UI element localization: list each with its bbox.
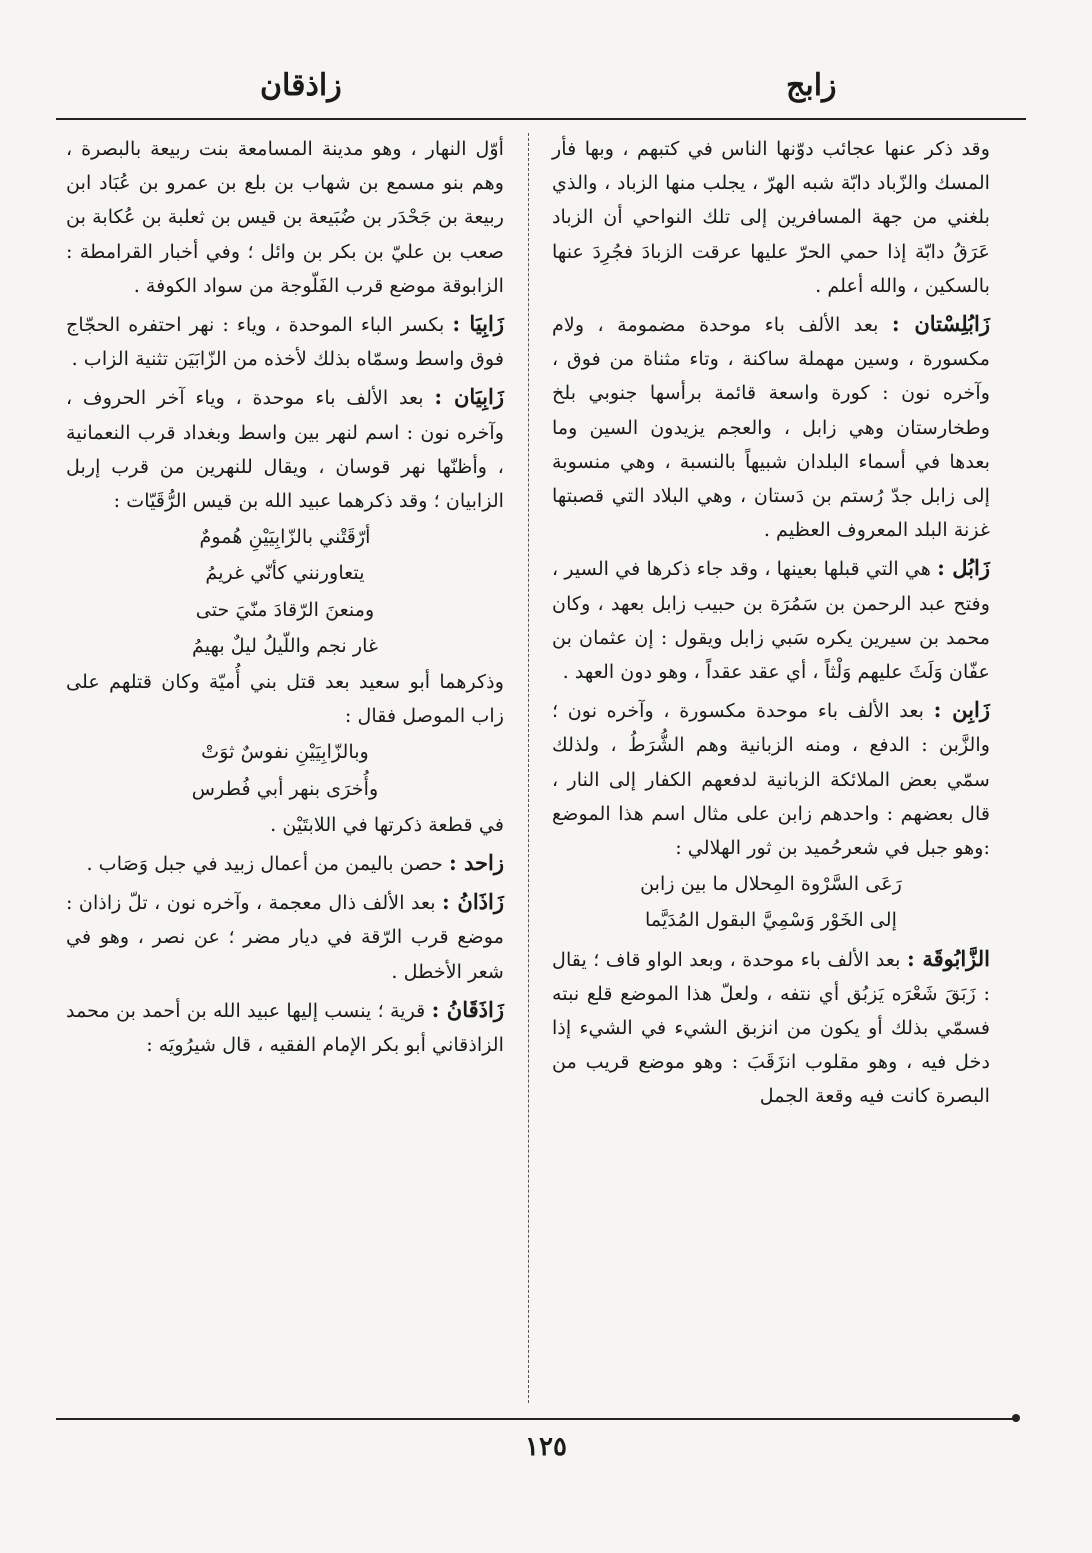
- entry-zadhaqan: [66, 993, 504, 1062]
- headword: زَابِيَا :: [452, 311, 504, 337]
- headword: زاحد :: [448, 850, 504, 876]
- entry-zabiyan: [66, 380, 504, 842]
- entry-text: بكسر الباء الموحدة ، وياء : نهر احتفره الحجّاج فوق واسط وسمّاه بذلك لأخذه من الزّابَيَن تثنية الزاب .: [66, 313, 504, 371]
- entry-zabul: [552, 551, 990, 689]
- verse-line: إلى الخَوْر وَسْمِيَّ البقول المُدَيَّما: [645, 908, 897, 932]
- continuation-paragraph: أوّل النهار ، وهو مدينة المسامعة بنت ربيعة بالبصرة ، وهم بنو مسمع بن شهاب بن بلع بن عمرو بن عُبَاد ابن ربيعة بن جَحْدَر بن ضُبَيعة بن قيس بن ثعلبة بن عُكابة بن صعب بن عليّ بن بكر بن وائل ؛ وفي أخبار القرامطة : الزابوقة موضع قرب الفَلّوجة من سواد الكوفة .: [66, 137, 504, 297]
- headword: زَابُل :: [937, 555, 990, 581]
- entry-text: بعد الألف ذال معجمة ، وآخره نون ، تلّ زاذان : موضع قرب الرّقة في ديار مضر ؛ عن نصر ، وهو في شعر الأخطل .: [66, 891, 504, 983]
- entry-text: حصن باليمن من أعمال زبيد في جبل وَصَاب .: [86, 852, 443, 876]
- page-number: ١٢٥: [525, 1432, 567, 1462]
- verse-line: وبالزّابِيَيْنِ نفوسٌ ثوَتْ: [201, 740, 369, 764]
- running-header-left: زاذقان: [260, 68, 342, 103]
- headword: زَابُلِسْتان :: [891, 311, 990, 337]
- column-divider: [528, 133, 529, 1403]
- continuation-paragraph: وقد ذكر عنها عجائب دوّنها الناس في كتبهم ، وبها فأر المسك والزّباد دابّة شبه الهرّ ، يجلب منها الزباد ، والذي بلغني من جهة المسافرين إلى تلك النواحي أن الزباد عَرَقُ دابّة إذا حمي الحرّ عليها عرقت الزبادَ فجُرِدَ عنها بالسكين ، والله أعلم .: [552, 137, 990, 297]
- running-header-right: زابج: [786, 68, 837, 103]
- verse-line: ومنعنَ الرّقادَ منّيَ حتى: [195, 597, 375, 621]
- entry-zadhan: [66, 885, 504, 989]
- entry-text: قرية ؛ ينسب إليها عبيد الله بن أحمد بن محمد الزاذقاني أبو بكر الإمام الفقيه ، قال شيرُويَه :: [66, 998, 504, 1057]
- entry-text: في قطعة ذكرتها في اللابتَيْن .: [270, 812, 504, 836]
- entry-zabin: [552, 693, 990, 937]
- entry-zabiya: [66, 307, 504, 376]
- verse-line: يتعاورنني كأنّي غريمُ: [205, 561, 365, 585]
- headword: زَابِيَان :: [434, 384, 504, 410]
- entry-zabulistan: [552, 307, 990, 547]
- headword: زَابِن :: [933, 697, 990, 723]
- header-rule: [56, 118, 1026, 120]
- verse-line: وأُخرَى بنهر أبي فُطرس: [191, 776, 379, 800]
- headword: زَاذَقَانُ :: [431, 996, 504, 1022]
- footer-rule-ornament: [1012, 1414, 1020, 1422]
- entry-zabuqa: [552, 942, 990, 1114]
- headword: الزَّابُوقَة :: [906, 945, 990, 971]
- entry-zahid: [66, 846, 504, 881]
- verse-line: أرّقَتْني بالزّابِيَيْنِ هُمومٌ: [199, 525, 371, 549]
- entry-text: بعد الألف باء موحدة ، وبعد الواو قاف ؛ يقال : زَبَقَ شَعْرَه يَزبُق أي نتفه ، ولعلّ هذا الموضع قلع نبته فسمّي بذلك أو يكون من انزبق الشيء في الشيء إذا دخل فيه ، وهو مقلوب انزَقَبَ : وهو موضع قريب من البصرة كانت فيه وقعة الجمل: [552, 947, 990, 1108]
- verse-line: رَعَى السَّرْوة المِحلال ما بين زابن: [640, 872, 902, 896]
- verse-line: غار نجم واللّيلُ ليلٌ بهيمُ: [191, 633, 379, 657]
- entry-text: هي التي قبلها بعينها ، وقد جاء ذكرها في السير ، وفتح عبد الرحمن بن سَمُرَة بن حبيب زابل بعهد ، وكان محمد بن سيرين يكره سَبي زابل ويقول : إن عثمان بن عفّان وَلَثَ عليهم وَلْثاً ، أي عقد عقداً ، وهو دون العهد .: [552, 557, 990, 684]
- entry-text: وذكرهما أبو سعيد بعد قتل بني أُميّة وكان قتلهم على زاب الموصل فقال :: [66, 670, 504, 728]
- right-column: [552, 132, 990, 1118]
- entry-text: بعد الألف باء موحدة ، وياء آخر الحروف ، وآخره نون : اسم لنهر بين واسط وبغداد قرب النعمانية ، وأظنّها نهر قوسان ، ويقال للنهرين من قرب إربل الزابيان ؛ وقد ذكرهما عبيد الله بن قيس الرُّقَيّات :: [66, 386, 504, 513]
- left-column: [66, 132, 504, 1066]
- entry-text: بعد الألف باء موحدة مكسورة ، وآخره نون ؛ والزَّبن : الدفع ، ومنه الزبانية وهم الشُّرَطُ ، ولذلك سمّي بعض الملائكة الزبانية لدفعهم الكفار إلى النار ، قال بعضهم : واحدهم زابن على مثال اسم هذا الموضع :وهو جبل في شعرحُميد بن ثور الهلالي :: [552, 699, 990, 860]
- headword: زَاذَانُ :: [442, 889, 504, 915]
- footer-rule: [56, 1418, 1016, 1420]
- entry-text: بعد الألف باء موحدة مضمومة ، ولام مكسورة ، وسين مهملة ساكنة ، وتاء مثناة من فوق ، وآخره نون : كورة واسعة قائمة برأسها جنوبي بلخ وطخارستان وهي زابل ، والعجم يزيدون السين وما بعدها في أسماء البلدان شبيهاً بالنسبة ، وهي منسوبة إلى زابل جدّ رُستم بن دَستان ، وهي البلاد التي قصبتها غزنة البلد المعروف العظيم .: [552, 313, 990, 542]
